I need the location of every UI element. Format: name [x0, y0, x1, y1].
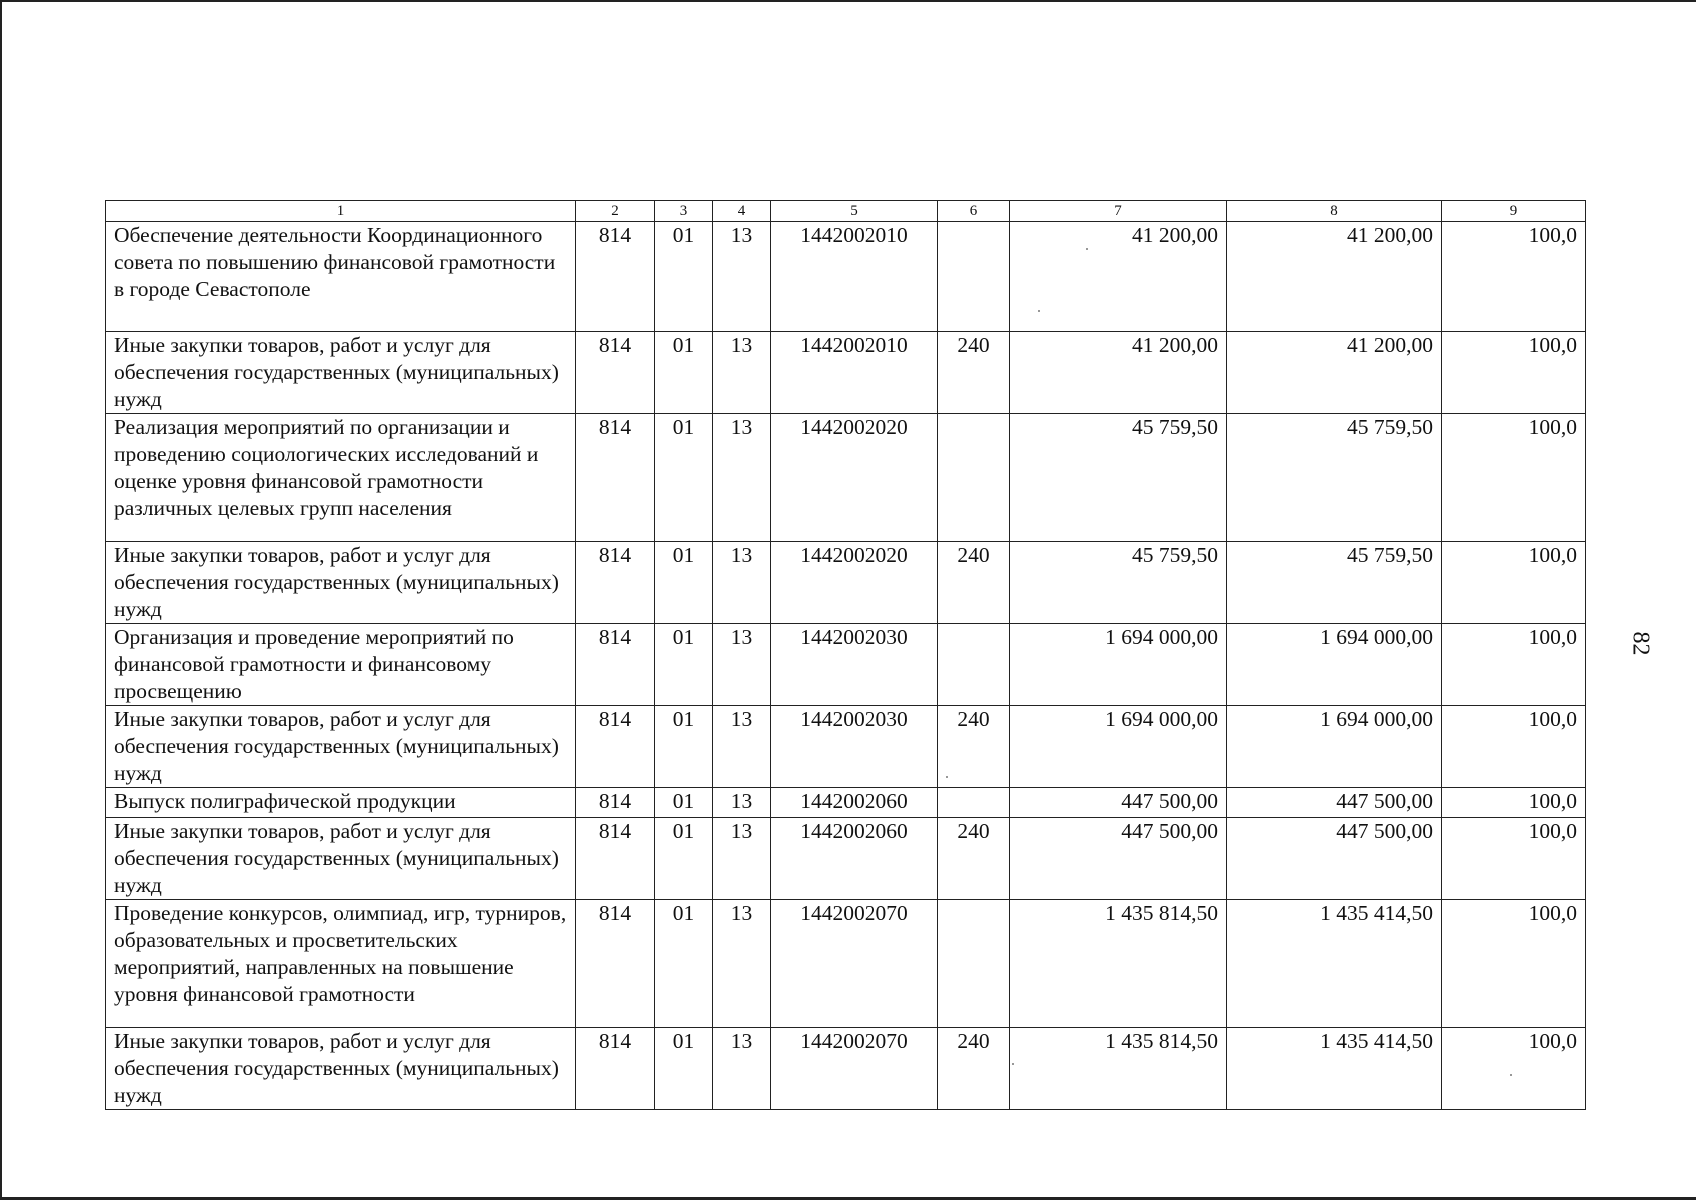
planned-amount-cell: 45 759,50 — [1010, 414, 1227, 542]
column-number-row — [106, 201, 1586, 222]
expense-type-code-cell — [938, 222, 1010, 332]
item-name-cell: Иные закупки товаров, работ и услуг для обеспечения государственных (муниципальных) нужд — [106, 332, 576, 414]
executed-amount-cell: 41 200,00 — [1227, 222, 1442, 332]
executed-amount-cell: 447 500,00 — [1227, 818, 1442, 900]
column-number-9: 9 — [1442, 201, 1586, 222]
ministry-code-cell: 814 — [576, 222, 655, 332]
planned-amount-cell: 45 759,50 — [1010, 542, 1227, 624]
table-row — [106, 788, 1586, 818]
section-code-cell: 01 — [655, 414, 713, 542]
subsection-code-cell: 13 — [713, 222, 771, 332]
table-row — [106, 706, 1586, 788]
target-article-code-cell: 1442002010 — [771, 222, 938, 332]
item-name-cell: Иные закупки товаров, работ и услуг для обеспечения государственных (муниципальных) нужд — [106, 1028, 576, 1110]
subsection-code-cell: 13 — [713, 542, 771, 624]
table-row — [106, 1028, 1586, 1110]
section-code-cell: 01 — [655, 788, 713, 818]
target-article-code-cell: 1442002010 — [771, 332, 938, 414]
item-name-cell: Организация и проведение мероприятий по финансовой грамотности и финансовому просвещению — [106, 624, 576, 706]
target-article-code-cell: 1442002060 — [771, 818, 938, 900]
item-name-cell: Реализация мероприятий по организации и проведению социологических исследований и оценке уровня финансовой грамотности различных целевых групп населения — [106, 414, 576, 542]
planned-amount-cell: 447 500,00 — [1010, 818, 1227, 900]
subsection-code-cell: 13 — [713, 1028, 771, 1110]
executed-amount-cell: 1 435 414,50 — [1227, 1028, 1442, 1110]
table-row — [106, 542, 1586, 624]
executed-amount-cell: 45 759,50 — [1227, 542, 1442, 624]
target-article-code-cell: 1442002070 — [771, 1028, 938, 1110]
subsection-code-cell: 13 — [713, 900, 771, 1028]
section-code-cell: 01 — [655, 222, 713, 332]
execution-percent-cell: 100,0 — [1442, 1028, 1586, 1110]
ministry-code-cell: 814 — [576, 900, 655, 1028]
ministry-code-cell: 814 — [576, 332, 655, 414]
column-number-7: 7 — [1010, 201, 1227, 222]
section-code-cell: 01 — [655, 900, 713, 1028]
subsection-code-cell: 13 — [713, 624, 771, 706]
ministry-code-cell: 814 — [576, 624, 655, 706]
column-number-6: 6 — [938, 201, 1010, 222]
execution-percent-cell: 100,0 — [1442, 414, 1586, 542]
section-code-cell: 01 — [655, 1028, 713, 1110]
section-code-cell: 01 — [655, 706, 713, 788]
expense-type-code-cell — [938, 624, 1010, 706]
item-name-cell: Проведение конкурсов, олимпиад, игр, турниров, образовательных и просветительских мероприятий, направленных на повышение уровня финансовой грамотности — [106, 900, 576, 1028]
expense-type-code-cell: 240 — [938, 1028, 1010, 1110]
expense-type-code-cell — [938, 900, 1010, 1028]
execution-percent-cell: 100,0 — [1442, 788, 1586, 818]
table-row — [106, 624, 1586, 706]
ministry-code-cell: 814 — [576, 542, 655, 624]
target-article-code-cell: 1442002030 — [771, 624, 938, 706]
executed-amount-cell: 1 435 414,50 — [1227, 900, 1442, 1028]
item-name-cell: Выпуск полиграфической продукции — [106, 788, 576, 818]
table-body — [106, 222, 1586, 1110]
section-code-cell: 01 — [655, 542, 713, 624]
ministry-code-cell: 814 — [576, 414, 655, 542]
execution-percent-cell: 100,0 — [1442, 332, 1586, 414]
table-row — [106, 332, 1586, 414]
planned-amount-cell: 447 500,00 — [1010, 788, 1227, 818]
execution-percent-cell: 100,0 — [1442, 222, 1586, 332]
execution-percent-cell: 100,0 — [1442, 706, 1586, 788]
planned-amount-cell: 1 694 000,00 — [1010, 706, 1227, 788]
table-row — [106, 900, 1586, 1028]
budget-table-container — [105, 200, 1585, 1110]
planned-amount-cell: 41 200,00 — [1010, 332, 1227, 414]
column-number-5: 5 — [771, 201, 938, 222]
item-name-cell: Иные закупки товаров, работ и услуг для обеспечения государственных (муниципальных) нужд — [106, 706, 576, 788]
table-row — [106, 414, 1586, 542]
table-row — [106, 818, 1586, 900]
ministry-code-cell: 814 — [576, 788, 655, 818]
executed-amount-cell: 41 200,00 — [1227, 332, 1442, 414]
section-code-cell: 01 — [655, 332, 713, 414]
planned-amount-cell: 41 200,00 — [1010, 222, 1227, 332]
page-number: 82 — [1627, 631, 1654, 656]
section-code-cell: 01 — [655, 624, 713, 706]
subsection-code-cell: 13 — [713, 818, 771, 900]
executed-amount-cell: 1 694 000,00 — [1227, 706, 1442, 788]
expense-type-code-cell — [938, 788, 1010, 818]
expense-type-code-cell: 240 — [938, 332, 1010, 414]
subsection-code-cell: 13 — [713, 788, 771, 818]
ministry-code-cell: 814 — [576, 1028, 655, 1110]
target-article-code-cell: 1442002020 — [771, 542, 938, 624]
executed-amount-cell: 1 694 000,00 — [1227, 624, 1442, 706]
column-number-1: 1 — [106, 201, 576, 222]
executed-amount-cell: 45 759,50 — [1227, 414, 1442, 542]
planned-amount-cell: 1 435 814,50 — [1010, 900, 1227, 1028]
planned-amount-cell: 1 694 000,00 — [1010, 624, 1227, 706]
execution-percent-cell: 100,0 — [1442, 624, 1586, 706]
expense-type-code-cell: 240 — [938, 542, 1010, 624]
table-row — [106, 222, 1586, 332]
target-article-code-cell: 1442002020 — [771, 414, 938, 542]
planned-amount-cell: 1 435 814,50 — [1010, 1028, 1227, 1110]
execution-percent-cell: 100,0 — [1442, 542, 1586, 624]
section-code-cell: 01 — [655, 818, 713, 900]
column-number-4: 4 — [713, 201, 771, 222]
item-name-cell: Обеспечение деятельности Координационного совета по повышению финансовой грамотности в городе Севастополе — [106, 222, 576, 332]
execution-percent-cell: 100,0 — [1442, 818, 1586, 900]
item-name-cell: Иные закупки товаров, работ и услуг для обеспечения государственных (муниципальных) нужд — [106, 542, 576, 624]
target-article-code-cell: 1442002060 — [771, 788, 938, 818]
ministry-code-cell: 814 — [576, 818, 655, 900]
executed-amount-cell: 447 500,00 — [1227, 788, 1442, 818]
subsection-code-cell: 13 — [713, 414, 771, 542]
column-number-2: 2 — [576, 201, 655, 222]
column-number-8: 8 — [1227, 201, 1442, 222]
target-article-code-cell: 1442002030 — [771, 706, 938, 788]
subsection-code-cell: 13 — [713, 706, 771, 788]
execution-percent-cell: 100,0 — [1442, 900, 1586, 1028]
ministry-code-cell: 814 — [576, 706, 655, 788]
subsection-code-cell: 13 — [713, 332, 771, 414]
budget-table — [105, 200, 1586, 1110]
expense-type-code-cell — [938, 414, 1010, 542]
item-name-cell: Иные закупки товаров, работ и услуг для обеспечения государственных (муниципальных) нужд — [106, 818, 576, 900]
target-article-code-cell: 1442002070 — [771, 900, 938, 1028]
column-number-3: 3 — [655, 201, 713, 222]
expense-type-code-cell: 240 — [938, 706, 1010, 788]
expense-type-code-cell: 240 — [938, 818, 1010, 900]
